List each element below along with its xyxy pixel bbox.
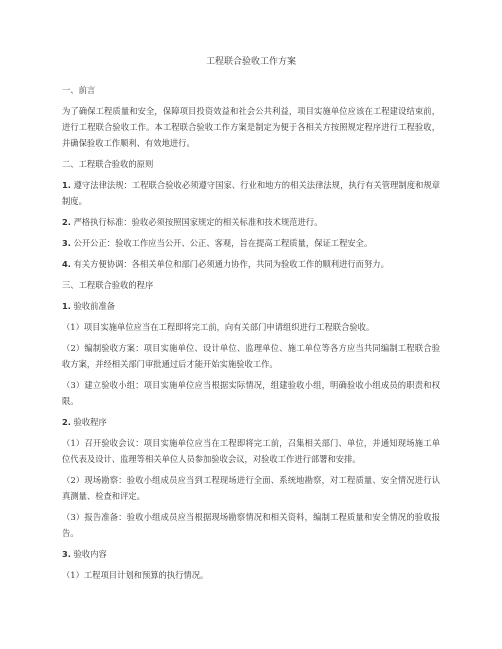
numbered-item [62, 177, 440, 209]
item-text: 严格执行标准：验收必须按照国家规定的相关标准和技术规范进行。 [73, 217, 323, 227]
paragraph: 为了确保工程质量和安全，保障项目投资效益和社会公共利益，项目实施单位应该在工程建设结束前，进行工程联合验收工作。本工程联合验收工作方案是制定为便于各相关方按照规定程序进行工程验收，并确保验收工作顺利、有效地进行。 [62, 106, 440, 148]
item-number: 1. [62, 301, 71, 311]
numbered-item [62, 256, 440, 272]
item-text: 验收内容 [73, 549, 107, 559]
paragraph: （1）工程项目计划和预算的执行情况。 [62, 570, 209, 580]
section-heading: 一、前言 [62, 85, 96, 95]
paragraph: （1）项目实施单位应当在工程即将完工前，向有关部门申请组织进行工程联合验收。 [62, 322, 375, 332]
document-title: 工程联合验收工作方案 [205, 57, 296, 67]
numbered-item [62, 298, 440, 314]
paragraph: （3）报告准备：验收小组成员应当根据现场勘察情况和相关资料，编制工程质量和安全情况的验收报告。 [62, 512, 440, 538]
item-number: 3. [62, 238, 71, 248]
item-number: 1. [62, 180, 71, 190]
item-text: 遵守法律法规：工程联合验收必须遵守国家、行业和地方的相关法律法规，执行有关管理制度和规章制度。 [62, 180, 440, 206]
item-text: 验收程序 [73, 417, 107, 427]
item-text: 有关方便协调：各相关单位和部门必须通力协作，共同为验收工作的顺利进行而努力。 [73, 259, 389, 269]
document-body [62, 82, 440, 588]
paragraph: （1）召开验收会议：项目实施单位应当在工程即将完工前，召集相关部门、单位，并通知现场施工单位代表及设计、监理等相关单位人员参加验收会议，对验收工作进行部署和安排。 [62, 438, 440, 464]
numbered-item [62, 214, 440, 230]
item-number: 4. [62, 259, 71, 269]
paragraph: （2）现场勘察：验收小组成员应当到工程现场进行全面、系统地勘察，对工程质量、安全情况进行认真测量、检查和评定。 [62, 475, 440, 501]
section-heading: 二、工程联合验收的原则 [62, 159, 154, 169]
item-text: 验收前准备 [73, 301, 116, 311]
item-number: 2. [62, 417, 71, 427]
numbered-item [62, 546, 440, 562]
section-heading: 三、工程联合验收的程序 [62, 280, 154, 290]
paragraph: （2）编制验收方案：项目实施单位、设计单位、监理单位、施工单位等各方应当共同编制工程联合验收方案，并经相关部门审批通过后才能开始实施验收工作。 [62, 343, 440, 369]
item-number: 3. [62, 549, 71, 559]
item-number: 2. [62, 217, 71, 227]
paragraph: （3）建立验收小组：项目实施单位应当根据实际情况，组建验收小组，明确验收小组成员的职责和权限。 [62, 380, 440, 406]
numbered-item [62, 414, 440, 430]
numbered-item [62, 235, 440, 251]
item-text: 公开公正：验收工作应当公开、公正、客观，旨在提高工程质量，保证工程安全。 [73, 238, 373, 248]
